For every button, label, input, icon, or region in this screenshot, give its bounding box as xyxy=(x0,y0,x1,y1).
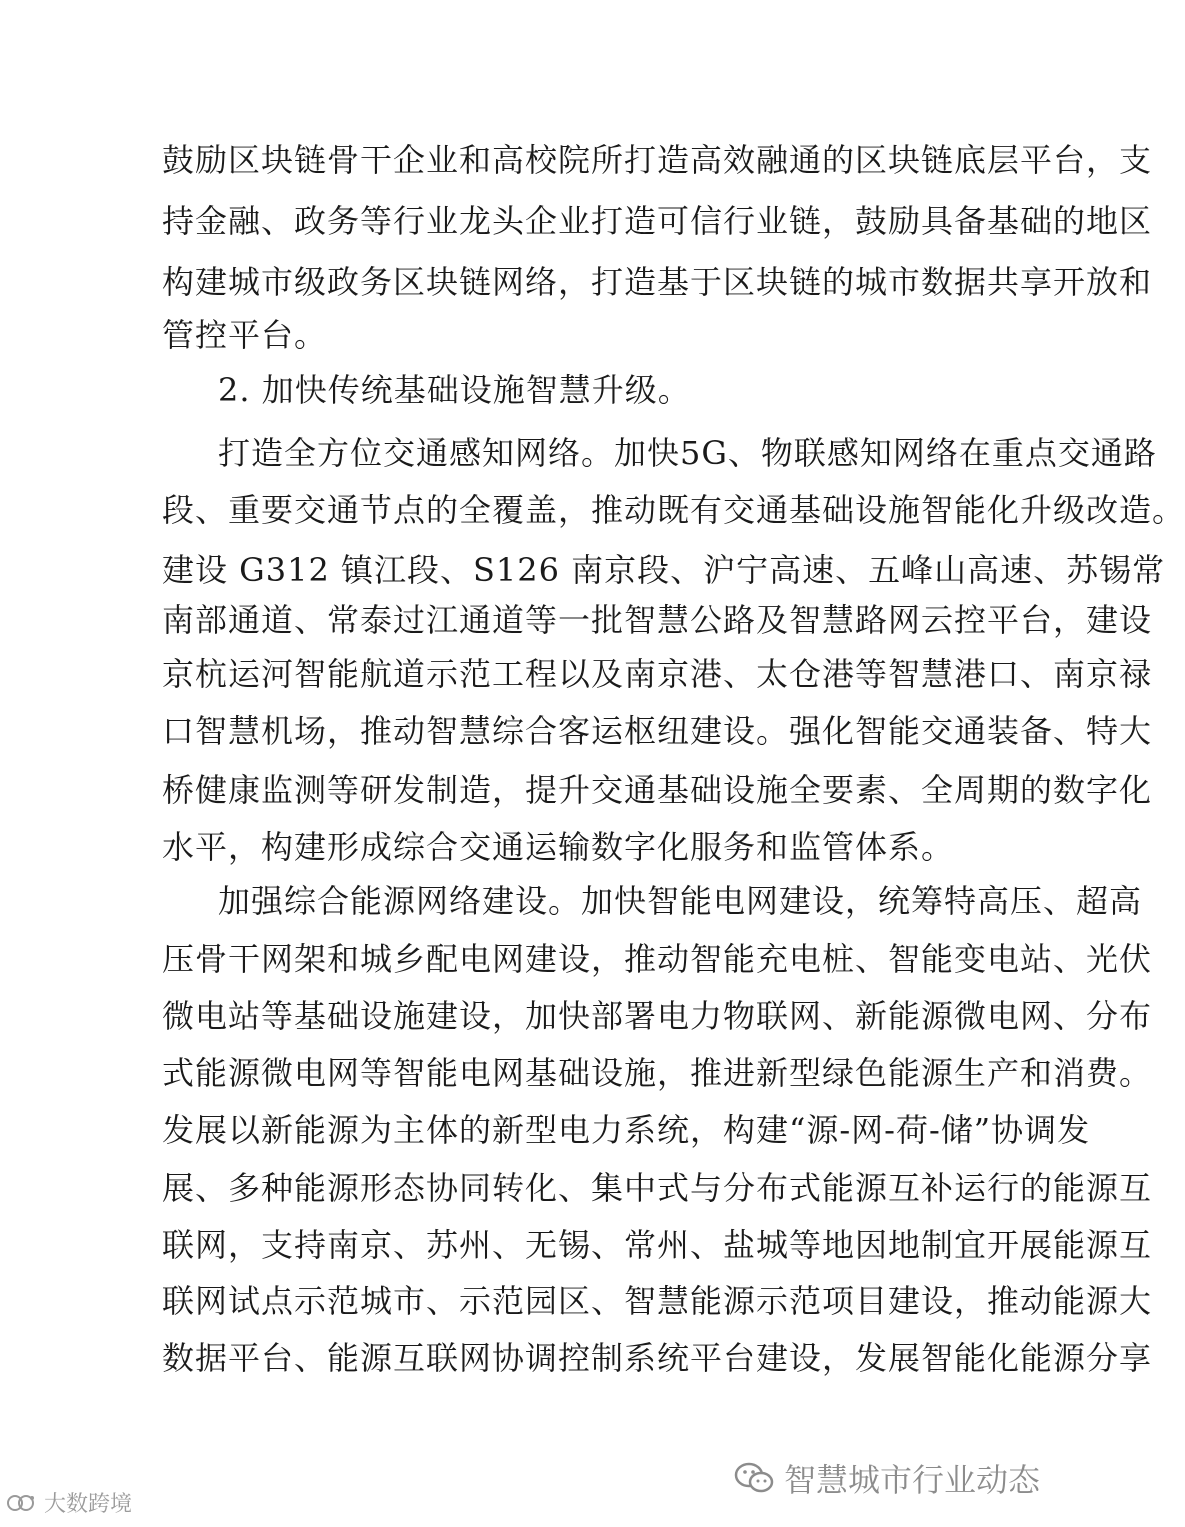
site-watermark xyxy=(6,1487,132,1518)
paragraph-line: 段、重要交通节点的全覆盖，推动既有交通基础设施智能化升级改造。 xyxy=(162,491,1185,529)
section-heading: 2. 加快传统基础设施智慧升级。 xyxy=(218,371,691,409)
circle-logo-icon xyxy=(6,1492,38,1514)
paragraph-line: 南部通道、常泰过江通道等一批智慧公路及智慧路网云控平台，建设 xyxy=(162,601,1153,639)
paragraph-line: 发展以新能源为主体的新型电力系统，构建“源-网-荷-储”协调发 xyxy=(162,1111,1091,1149)
paragraph-line: 加强综合能源网络建设。加快智能电网建设，统筹特高压、超高 xyxy=(218,882,1143,920)
paragraph-line: 打造全方位交通感知网络。加快5G、物联感知网络在重点交通路 xyxy=(218,434,1157,472)
wechat-watermark xyxy=(734,1455,1040,1501)
paragraph-line: 联网试点示范城市、示范园区、智慧能源示范项目建设，推动能源大 xyxy=(162,1282,1153,1320)
paragraph-line: 桥健康监测等研发制造，提升交通基础设施全要素、全周期的数字化 xyxy=(162,771,1153,809)
paragraph-line: 展、多种能源形态协同转化、集中式与分布式能源互补运行的能源互 xyxy=(162,1169,1153,1207)
paragraph-line: 微电站等基础设施建设，加快部署电力物联网、新能源微电网、分布 xyxy=(162,997,1153,1035)
paragraph-line: 水平，构建形成综合交通运输数字化服务和监管体系。 xyxy=(162,828,955,866)
paragraph-line: 构建城市级政务区块链网络，打造基于区块链的城市数据共享开放和 xyxy=(162,263,1153,301)
paragraph-line: 数据平台、能源互联网协调控制系统平台建设，发展智能化能源分享 xyxy=(162,1339,1153,1377)
paragraph-line: 京杭运河智能航道示范工程以及南京港、太仓港等智慧港口、南京禄 xyxy=(162,655,1153,693)
paragraph-line: 管控平台。 xyxy=(162,316,328,354)
wechat-account-name: 智慧城市行业动态 xyxy=(783,1461,1040,1499)
paragraph-line: 持金融、政务等行业龙头企业打造可信行业链，鼓励具备基础的地区 xyxy=(162,202,1153,240)
paragraph-line: 联网，支持南京、苏州、无锡、常州、盐城等地因地制宜开展能源互 xyxy=(162,1226,1153,1264)
paragraph-line: 建设 G312 镇江段、S126 南京段、沪宁高速、五峰山高速、苏锡常 xyxy=(162,551,1166,589)
paragraph-line: 压骨干网架和城乡配电网建设，推动智能充电桩、智能变电站、光伏 xyxy=(162,940,1153,978)
paragraph-line: 鼓励区块链骨干企业和高校院所打造高效融通的区块链底层平台，支 xyxy=(162,141,1153,179)
paragraph-line: 口智慧机场，推动智慧综合客运枢纽建设。强化智能交通装备、特大 xyxy=(162,712,1153,750)
wechat-icon xyxy=(734,1461,774,1495)
paragraph-line: 式能源微电网等智能电网基础设施，推进新型绿色能源生产和消费。 xyxy=(162,1054,1153,1092)
site-watermark-text: 大数跨境 xyxy=(44,1492,133,1517)
